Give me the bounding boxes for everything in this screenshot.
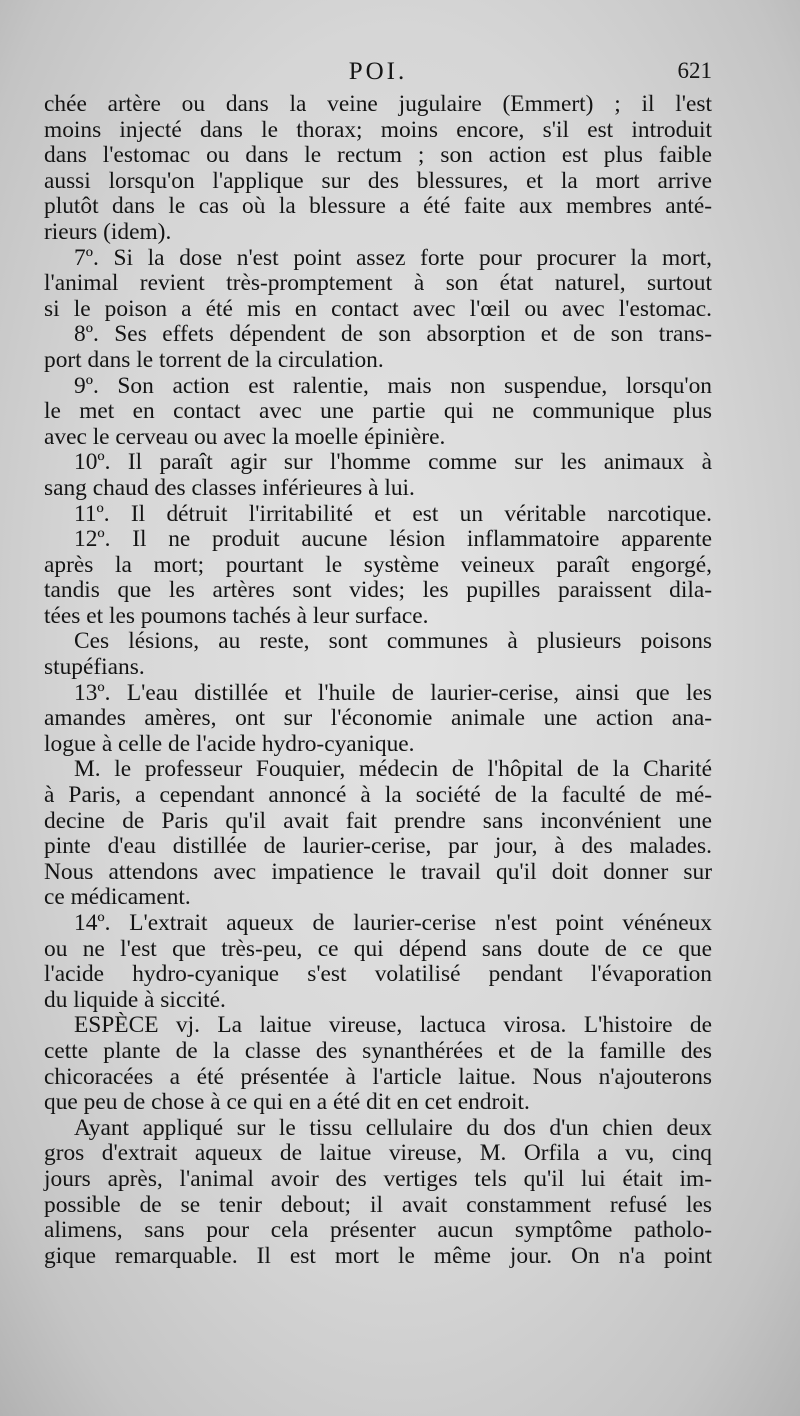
text-line: plutôt dans le cas où la blessure a été faite aux membres anté- xyxy=(44,193,712,220)
text-line: Ces lésions, au reste, sont communes à plusieurs poisons xyxy=(74,628,712,655)
text-line: gique remarquable. Il est mort le même jour. On n'a point xyxy=(44,1242,712,1269)
text-line: alimens, sans pour cela présenter aucun symptôme patholo- xyxy=(44,1217,712,1244)
text-line: gros d'extrait aqueux de laitue vireuse, M. Orfila a vu, cinq xyxy=(44,1140,712,1167)
text-line: sang chaud des classes inférieures à lui. xyxy=(44,474,415,501)
text-line: 12º. Il ne produit aucune lésion inflammatoire apparente xyxy=(74,526,712,553)
text-line: après la mort; pourtant le système veineux paraît engorgé, xyxy=(44,551,712,578)
text-line: 7º. Si la dose n'est point assez forte pour procurer la mort, xyxy=(74,244,712,271)
text-line: 10º. Il paraît agir sur l'homme comme sur les animaux à xyxy=(74,449,712,476)
text-line: Nous attendons avec impatience le travail qu'il doit donner sur xyxy=(44,858,712,885)
page-number: 621 xyxy=(677,58,712,83)
page-header xyxy=(44,58,712,92)
text-line: avec le cerveau ou avec la moelle épinière. xyxy=(44,423,446,450)
text-line: du liquide à siccité. xyxy=(44,986,226,1013)
text-line: tandis que les artères sont vides; les pupilles paraissent dila- xyxy=(44,577,712,604)
text-line: rieurs (idem). xyxy=(44,218,172,245)
text-line: decine de Paris qu'il avait fait prendre sans inconvénient une xyxy=(44,807,712,834)
text-line: 14º. L'extrait aqueux de laurier-cerise n'est point vénéneux xyxy=(74,910,712,936)
text-line: 8º. Ses effets dépendent de son absorption et de son trans- xyxy=(74,321,712,348)
text-line: 13º. L'eau distillée et l'huile de laurier-cerise, ainsi que les xyxy=(74,679,712,706)
text-line: à Paris, a cependant annoncé à la société de la faculté de mé- xyxy=(44,782,712,809)
text-line: logue à celle de l'acide hydro-cyanique. xyxy=(44,730,415,757)
text-line: l'acide hydro-cyanique s'est volatilisé pendant l'évaporation xyxy=(44,961,712,988)
text-line: pinte d'eau distillée de laurier-cerise, par jour, à des malades. xyxy=(44,833,712,860)
text-line: 9º. Son action est ralentie, mais non suspendue, lorsqu'on xyxy=(74,372,712,399)
text-line: que peu de chose à ce qui en a été dit en cet endroit. xyxy=(44,1089,530,1116)
text-line: 11º. Il détruit l'irritabilité et est un véritable narcotique. xyxy=(74,500,712,527)
text-line: dans l'estomac ou dans le rectum ; son action est plus faible xyxy=(44,142,712,169)
text-line: M. le professeur Fouquier, médecin de l'hôpital de la Charité xyxy=(74,756,712,783)
text-line: tées et les poumons tachés à leur surface. xyxy=(44,602,429,629)
text-line: Ayant appliqué sur le tissu cellulaire du dos d'un chien deux xyxy=(74,1114,712,1141)
text-line: le met en contact avec une partie qui ne communique plus xyxy=(44,398,712,425)
text-line: chée artère ou dans la veine jugulaire (Emmert) ; il l'est xyxy=(44,91,712,117)
text-line: chicoracées a été présentée à l'article laitue. Nous n'ajouterons xyxy=(44,1063,712,1090)
text-line: moins injecté dans le thorax; moins encore, s'il est introduit xyxy=(44,116,712,143)
text-line: port dans le torrent de la circulation. xyxy=(44,346,384,373)
text-line: l'animal revient très-promptement à son état naturel, surtout xyxy=(44,270,712,297)
text-line: ou ne l'est que très-peu, ce qui dépend sans doute de ce que xyxy=(44,935,712,962)
text-line: si le poison a été mis en contact avec l'œil ou avec l'estomac. xyxy=(44,295,712,322)
text-line: stupéfians. xyxy=(44,654,145,681)
text-line: cette plante de la classe des synanthérées et de la famille des xyxy=(44,1037,712,1064)
text-line: ESPÈCE vj. La laitue vireuse, lactuca virosa. L'histoire de xyxy=(74,1012,712,1039)
text-line: jours après, l'animal avoir des vertiges tels qu'il lui était im- xyxy=(44,1165,712,1192)
text-line: aussi lorsqu'on l'applique sur des blessures, et la mort arrive xyxy=(44,167,712,194)
text-line: amandes amères, ont sur l'économie animale une action ana- xyxy=(44,705,712,732)
body-text xyxy=(44,92,712,1269)
text-line: possible de se tenir debout; il avait constamment refusé les xyxy=(44,1191,712,1218)
text-line: ce médicament. xyxy=(44,884,191,911)
running-head: POI. xyxy=(348,58,408,85)
